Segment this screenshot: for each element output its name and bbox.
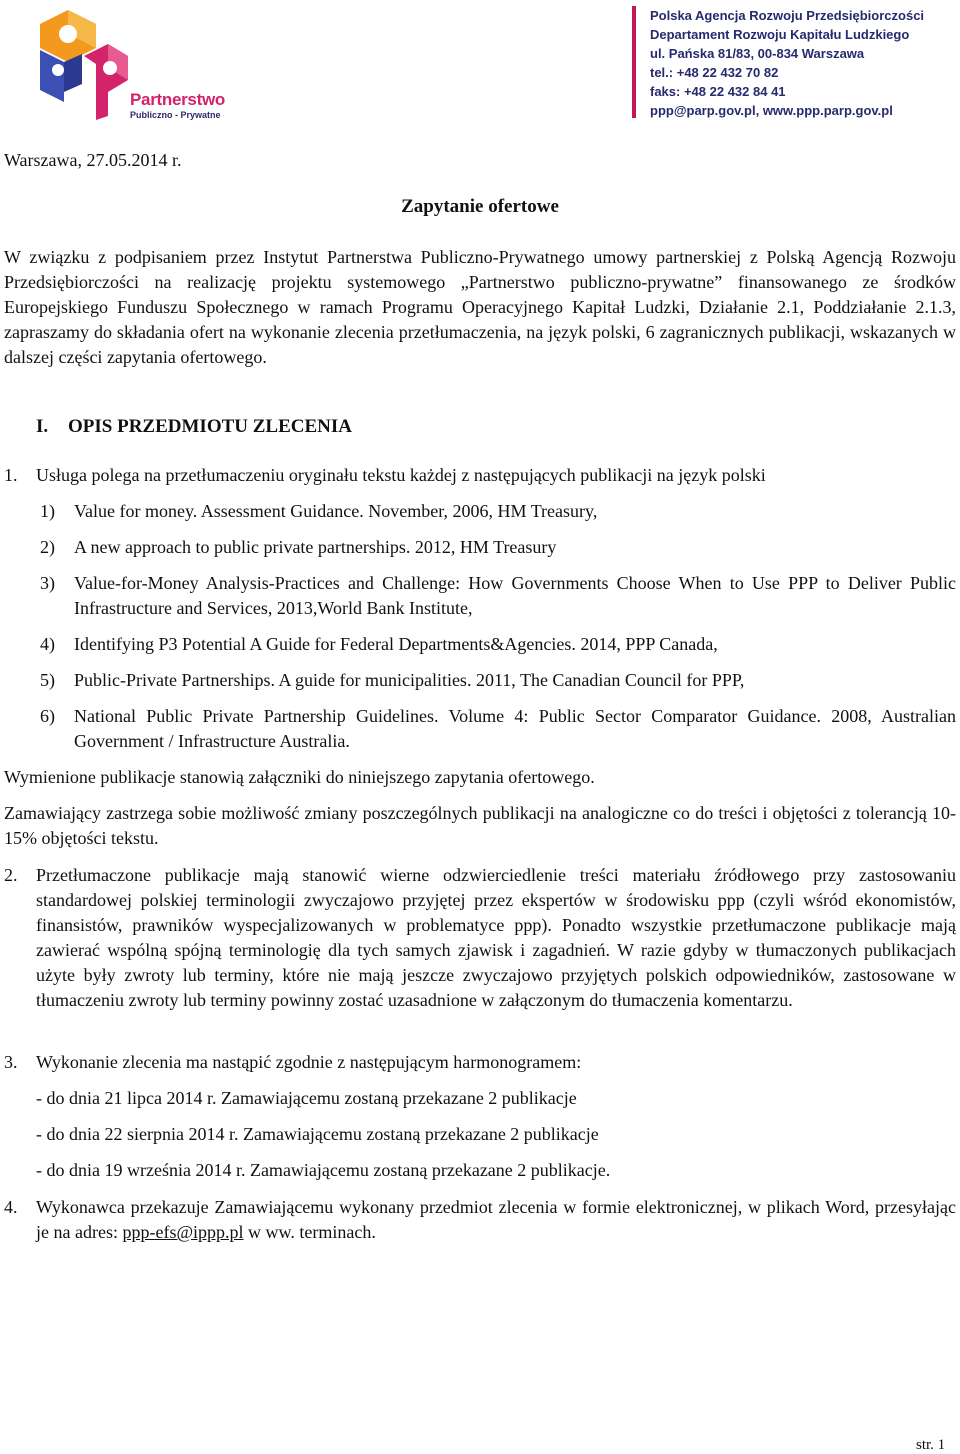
numbered-item-3 [4,1050,956,1075]
publication-text: Value for money. Assessment Guidance. November, 2006, HM Treasury, [74,501,598,521]
publication-number: 4) [40,634,55,654]
item-text-before: Wykonawca przekazuje Zamawiającemu wykonany przedmiot zlecenia w formie elektronicznej, w plikach Word, przesyłając je na adres: [36,1197,956,1242]
contact-fax: faks: +48 22 432 84 41 [650,84,786,99]
section-number: I. [36,416,49,437]
logo-tagline: Publiczno - Prywatne [130,110,221,120]
item-number: 1. [4,465,18,485]
item-text: Usługa polega na przetłumaczeniu oryginału tekstu każdej z następujących publikacji na język polski [36,465,766,485]
numbered-item-1 [4,463,956,488]
publication-number: 6) [40,706,55,726]
publication-item [40,535,956,560]
item-text [36,1195,956,1245]
publication-number: 3) [40,573,55,593]
document-date: Warszawa, 27.05.2014 r. [4,150,182,170]
attachments-paragraph: Wymienione publikacje stanowią załączniki do niniejszego zapytania ofertowego. [4,767,595,787]
schedule-entry: - do dnia 21 lipca 2014 r. Zamawiającemu zostaną przekazane 2 publikacje [36,1088,577,1108]
ppp-logo [34,4,225,120]
publication-number: 1) [40,501,55,521]
contact-org: Polska Agencja Rozwoju Przedsiębiorczości [650,8,925,23]
ppp-logo-icon [34,4,130,120]
publication-item [40,571,956,621]
item-text: Wykonanie zlecenia ma nastąpić zgodnie z następującym harmonogramem: [36,1052,582,1072]
publication-item [40,632,956,657]
intro-paragraph: W związku z podpisaniem przez Instytut Partnerstwa Publiczno-Prywatnego umowy partnerskiej z Polską Agencją Rozwoju Przedsiębiorczości na realizację projektu systemowego „Partnerstwo publiczno-prywatne” finansowanego ze środków Europejskiego Funduszu Społecznego w ramach Programu Operacyjnego Kapitał Ludzki, Działanie 2.1, Poddziałanie 2.1.3, zapraszamy do składania ofert na wykonanie zlecenia przetłumaczenia, na język polski, 6 zagranicznych publikacji, wskazanych w dalszej części zapytania ofertowego. [4,247,956,367]
section-heading [36,416,352,438]
publication-item [40,499,956,524]
item-number: 2. [4,865,18,885]
item-text: Przetłumaczone publikacje mają stanowić wierne odzwierciedlenie treści materiału źródłowego przy zastosowaniu standardowej polskiej terminologii zwyczajowo przyjętej przez ekspertów w środowisku ppp (czyli wśród ekonomistów, finansistów, prawników wyspecjalizowanych w problematyce ppp). Ponadto wszystkie przetłumaczone publikacje mają zawierać wspólną spójną terminologię dla tych samych zjawisk i zagadnień. W razie gdyby w tłumaczonych publikacjach użyte były zwroty lub terminy, które nie mają jeszcze zwyczajowo przyjętych polskich odpowiedników, zastosowane w tłumaczeniu zwroty lub terminy powinny zostać uzasadnione w załączonym do tłumaczenia komentarzu. [36,865,956,1010]
schedule-entry: - do dnia 19 września 2014 r. Zamawiającemu zostaną przekazane 2 publikacje. [36,1160,611,1180]
numbered-item-4 [4,1195,956,1245]
publication-item [40,668,956,693]
email-link[interactable]: ppp-efs@ippp.pl [122,1222,244,1242]
schedule-entry: - do dnia 22 sierpnia 2014 r. Zamawiającemu zostaną przekazane 2 publikacje [36,1124,599,1144]
publication-text: A new approach to public private partnerships. 2012, HM Treasury [74,537,557,557]
contact-department: Departament Rozwoju Kapitału Ludzkiego [650,27,910,42]
publication-number: 5) [40,670,55,690]
reservation-paragraph: Zamawiający zastrzega sobie możliwość zmiany poszczególnych publikacji na analogiczne co do treści i objętości z tolerancją 10-15% objętości tekstu. [4,803,956,848]
item-number: 4. [4,1197,18,1217]
contact-address: ul. Pańska 81/83, 00-834 Warszawa [650,46,865,61]
page-number: str. 1 [916,1437,946,1453]
contact-block [650,6,924,120]
item-number: 3. [4,1052,18,1072]
publication-text: Value-for-Money Analysis-Practices and Challenge: How Governments Choose When to Use PPP to Deliver Public Infrastructure and Services, 2013,World Bank Institute, [74,573,956,618]
section-title: OPIS PRZEDMIOTU ZLECENIA [68,416,352,437]
document-title: Zapytanie ofertowe [401,196,559,217]
publication-text: National Public Private Partnership Guidelines. Volume 4: Public Sector Comparator Guidance. 2008, Australian Government / Infrastructure Australia. [74,706,956,751]
item-text-after: w ww. terminach. [243,1222,376,1242]
contact-web: ppp@parp.gov.pl, www.ppp.parp.gov.pl [650,103,893,118]
logo-name: Partnerstwo [130,90,225,109]
contact-phone: tel.: +48 22 432 70 82 [650,65,779,80]
numbered-item-2 [4,863,956,1013]
publication-number: 2) [40,537,55,557]
contact-divider [632,6,636,118]
publication-text: Public-Private Partnerships. A guide for municipalities. 2011, The Canadian Council for PPP, [74,670,745,690]
publication-text: Identifying P3 Potential A Guide for Federal Departments&Agencies. 2014, PPP Canada, [74,634,718,654]
publication-item [40,704,956,754]
letterhead [0,0,960,130]
